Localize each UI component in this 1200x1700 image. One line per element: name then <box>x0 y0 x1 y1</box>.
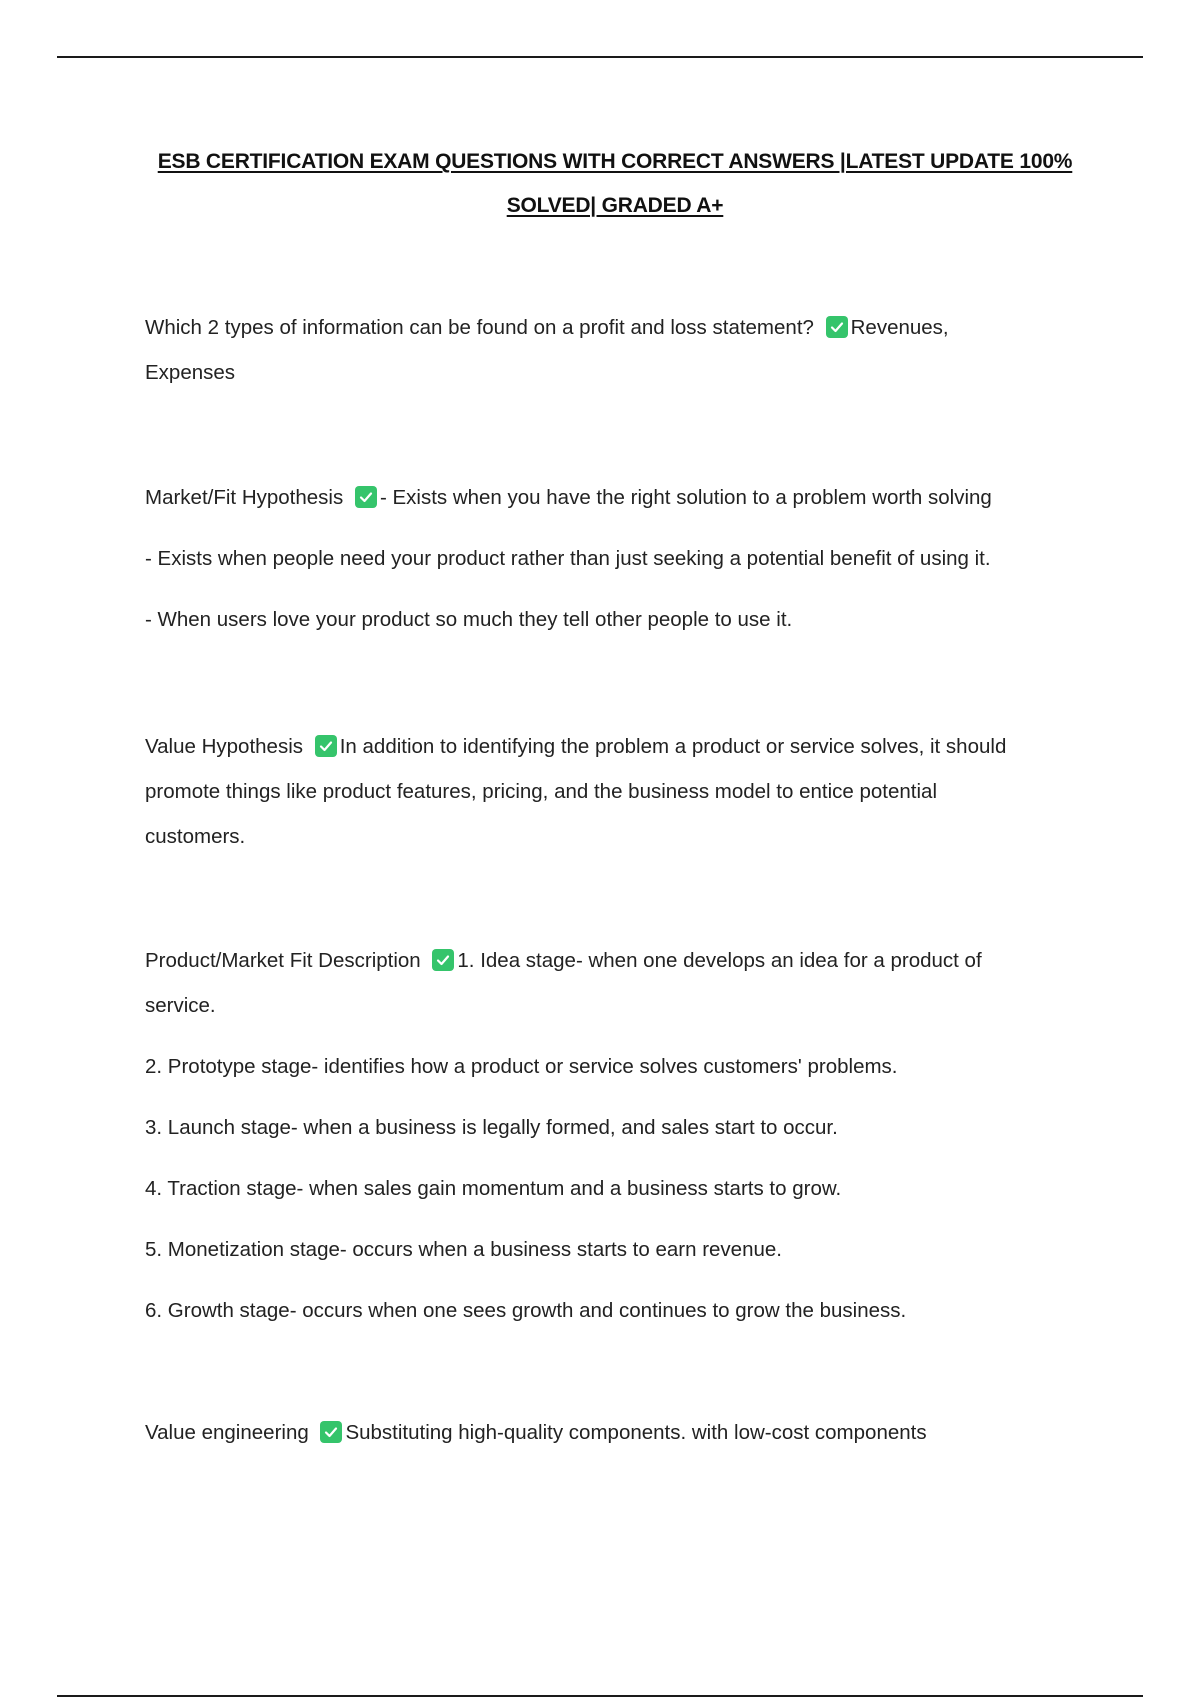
question-term: Value engineering <box>145 1421 309 1444</box>
answer-bullet: - When users love your product so much they tell other people to use it. <box>145 608 793 631</box>
question-value-hypothesis <box>145 724 1095 859</box>
question-profit-loss <box>145 305 1095 395</box>
title-line-1: ESB CERTIFICATION EXAM QUESTIONS WITH CORRECT ANSWERS |LATEST UPDATE 100% <box>157 150 1073 173</box>
question-market-fit-hypothesis <box>145 475 1095 642</box>
title-line-2: SOLVED| GRADED A+ <box>506 194 724 217</box>
stage-item: 5. Monetization stage- occurs when a business starts to earn revenue. <box>145 1238 782 1261</box>
answer-text: - Exists when you have the right solution to a problem worth solving <box>379 486 992 509</box>
check-mark-icon <box>826 316 848 338</box>
check-mark-icon <box>432 949 454 971</box>
check-mark-icon <box>320 1421 342 1443</box>
question-value-engineering <box>145 1410 1095 1455</box>
answer-text-continued: service. <box>145 994 216 1017</box>
answer-bullet: - Exists when people need your product rather than just seeking a potential benefit of using it. <box>145 547 991 570</box>
answer-text: 1. Idea stage- when one develops an idea for a product of <box>457 949 982 972</box>
footer-rule <box>57 1695 1143 1697</box>
answer-text-continued: promote things like product features, pricing, and the business model to entice potential <box>145 780 937 803</box>
stage-item: 6. Growth stage- occurs when one sees growth and continues to grow the business. <box>145 1299 907 1322</box>
question-term: Value Hypothesis <box>145 735 304 758</box>
answer-text-continued: Expenses <box>145 361 236 384</box>
document-title <box>100 140 1130 228</box>
answer-text-continued: customers. <box>145 825 246 848</box>
stage-item: 2. Prototype stage- identifies how a product or service solves customers' problems. <box>145 1055 898 1078</box>
check-mark-icon <box>315 735 337 757</box>
question-product-market-fit <box>145 938 1095 1333</box>
stage-item: 4. Traction stage- when sales gain momentum and a business starts to grow. <box>145 1177 842 1200</box>
answer-text: Substituting high-quality components. with low-cost components <box>345 1421 927 1444</box>
header-rule <box>57 56 1143 58</box>
question-term: Market/Fit Hypothesis <box>145 486 344 509</box>
answer-text: Revenues, <box>850 316 949 339</box>
stage-item: 3. Launch stage- when a business is legally formed, and sales start to occur. <box>145 1116 838 1139</box>
question-term: Which 2 types of information can be found on a profit and loss statement? <box>145 316 814 339</box>
question-term: Product/Market Fit Description <box>145 949 421 972</box>
answer-text: In addition to identifying the problem a product or service solves, it should <box>339 735 1007 758</box>
check-mark-icon <box>355 486 377 508</box>
